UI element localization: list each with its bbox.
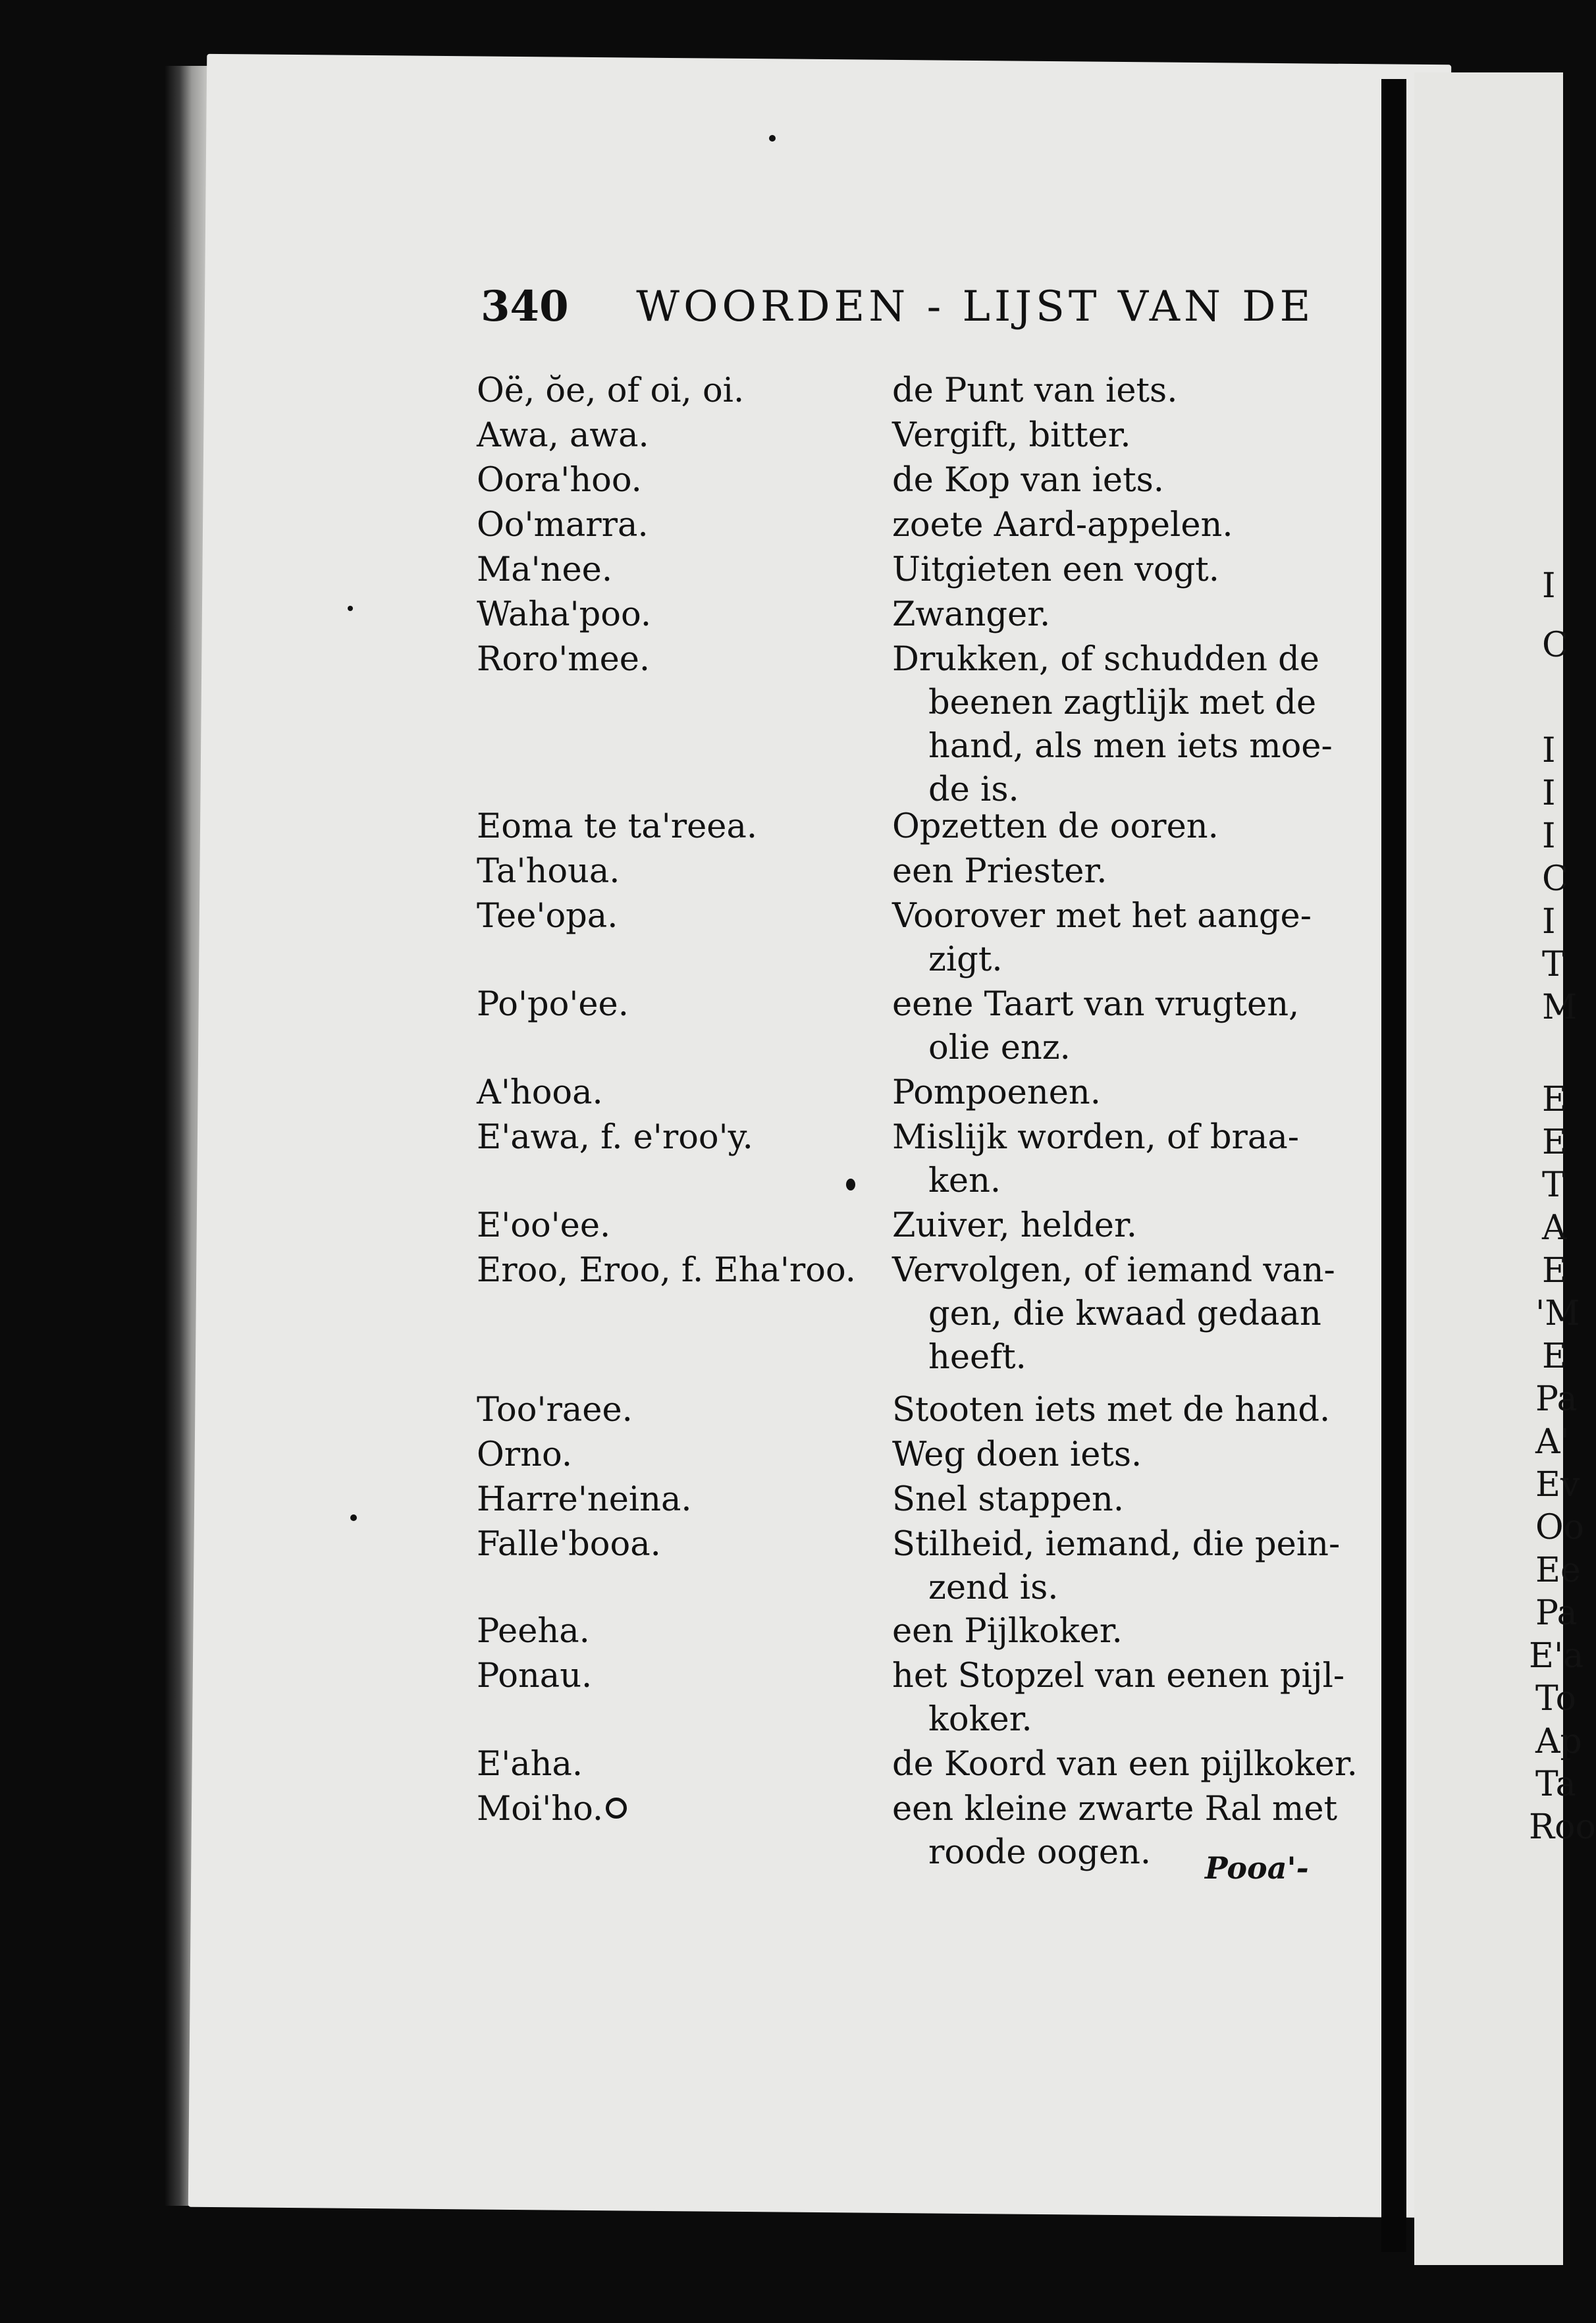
glossary-definition-line: Pompoenen. bbox=[892, 1073, 1101, 1112]
adjacent-page bbox=[1414, 72, 1563, 2265]
glossary-definition-line: Opzetten de ooren. bbox=[892, 807, 1219, 846]
adjacent-page-fragment: Oo bbox=[1535, 1508, 1584, 1547]
glossary-definition-line: heeft. bbox=[928, 1338, 1026, 1377]
glossary-definition-line: Zwanger. bbox=[892, 595, 1051, 634]
glossary-definition-line: roode oogen. bbox=[928, 1833, 1152, 1872]
adjacent-page-fragment: C bbox=[1542, 859, 1568, 899]
glossary-definition-line: de is. bbox=[928, 770, 1019, 809]
glossary-definition-line: hand, als men iets moe- bbox=[928, 727, 1333, 766]
glossary-headword: Too'raee. bbox=[477, 1391, 633, 1429]
glossary-definition-line: de Kop van iets. bbox=[892, 461, 1164, 500]
glossary-definition-line: olie enz. bbox=[928, 1028, 1071, 1067]
page-number: 340 bbox=[481, 282, 569, 331]
glossary-headword: Orno. bbox=[477, 1435, 573, 1474]
adjacent-page-fragment: Ev bbox=[1535, 1465, 1580, 1505]
glossary-definition-line: koker. bbox=[928, 1700, 1032, 1739]
adjacent-page-fragment: E bbox=[1542, 1123, 1567, 1162]
running-title: WOORDEN - LIJST VAN DE bbox=[636, 282, 1315, 331]
running-header bbox=[481, 282, 1314, 331]
glossary-headword: E'awa, f. e'roo'y. bbox=[477, 1118, 753, 1157]
glossary-definition-line: beenen zagtlijk met de bbox=[928, 683, 1317, 722]
adjacent-page-fragment: I bbox=[1542, 816, 1556, 856]
glossary-headword: Oo'marra. bbox=[477, 506, 649, 545]
adjacent-page-fragment: T bbox=[1542, 1165, 1565, 1205]
book-gutter bbox=[1381, 79, 1406, 2252]
adjacent-page-fragment: I bbox=[1542, 902, 1556, 942]
glossary-headword: Awa, awa. bbox=[477, 416, 649, 455]
glossary-definition-line: Stilheid, iemand, die pein- bbox=[892, 1525, 1341, 1564]
adjacent-page-fragment: I bbox=[1542, 774, 1556, 813]
adjacent-page-fragment: Pa bbox=[1535, 1379, 1578, 1419]
glossary-headword: Po'po'ee. bbox=[477, 985, 629, 1024]
adjacent-page-fragment: M bbox=[1542, 988, 1578, 1027]
glossary-definition-line: gen, die kwaad gedaan bbox=[928, 1295, 1321, 1333]
adjacent-page-fragment: Ee bbox=[1535, 1551, 1581, 1590]
adjacent-page-fragment: A' bbox=[1535, 1422, 1570, 1462]
ink-speck bbox=[348, 606, 353, 611]
glossary-headword: Peeha. bbox=[477, 1612, 590, 1651]
glossary-definition-line: Uitgieten een vogt. bbox=[892, 550, 1219, 589]
glossary-definition-line: de Koord van een pijlkoker. bbox=[892, 1745, 1358, 1784]
glossary-definition-line: een kleine zwarte Ral met bbox=[892, 1790, 1338, 1829]
ink-ring bbox=[606, 1798, 627, 1819]
adjacent-page-fragment: A bbox=[1542, 1208, 1567, 1248]
glossary-definition-line: Snel stappen. bbox=[892, 1480, 1125, 1519]
ink-speck bbox=[350, 1514, 357, 1521]
glossary-headword: Tee'opa. bbox=[477, 897, 618, 936]
adjacent-page-fragment: E'a bbox=[1529, 1636, 1584, 1676]
glossary-definition-line: Weg doen iets. bbox=[892, 1435, 1142, 1474]
glossary-definition-line: een Pijlkoker. bbox=[892, 1612, 1123, 1651]
glossary-headword: Harre'neina. bbox=[477, 1480, 692, 1519]
glossary-definition-line: zend is. bbox=[928, 1568, 1059, 1607]
catchword: Pooa'- bbox=[1205, 1850, 1309, 1886]
glossary-headword: A'hooa. bbox=[477, 1073, 603, 1112]
adjacent-page-fragment: E bbox=[1542, 1337, 1567, 1376]
adjacent-page-fragment: C bbox=[1542, 626, 1568, 665]
ink-speck bbox=[846, 1179, 855, 1190]
glossary-definition-line: het Stopzel van eenen pijl- bbox=[892, 1657, 1345, 1696]
glossary-headword: Oora'hoo. bbox=[477, 461, 642, 500]
adjacent-page-fragment: I bbox=[1542, 566, 1556, 606]
glossary-headword: Ponau. bbox=[477, 1657, 593, 1696]
adjacent-page-fragment: Ta bbox=[1535, 1765, 1576, 1804]
adjacent-page-fragment: T bbox=[1542, 945, 1565, 984]
glossary-definition-line: de Punt van iets. bbox=[892, 371, 1178, 410]
adjacent-page-fragment: 'M bbox=[1535, 1294, 1580, 1333]
glossary-headword: Ma'nee. bbox=[477, 550, 613, 589]
glossary-headword: E'aha. bbox=[477, 1745, 583, 1784]
glossary-headword: Eroo, Eroo, f. Eha'roo. bbox=[477, 1251, 856, 1290]
glossary-headword: Falle'booa. bbox=[477, 1525, 661, 1564]
glossary-definition-line: zigt. bbox=[928, 940, 1003, 979]
adjacent-page-fragment: I bbox=[1542, 731, 1556, 770]
glossary-definition-line: Mislijk worden, of braa- bbox=[892, 1118, 1299, 1157]
glossary-definition-line: Drukken, of schudden de bbox=[892, 640, 1319, 679]
glossary-headword: Oë, ŏe, of oi, oi. bbox=[477, 371, 745, 410]
glossary-definition-line: eene Taart van vrugten, bbox=[892, 985, 1300, 1024]
glossary-definition-line: zoete Aard-appelen. bbox=[892, 506, 1233, 545]
glossary-definition-line: Vervolgen, of iemand van- bbox=[892, 1251, 1335, 1290]
adjacent-page-fragment: Pa bbox=[1535, 1593, 1578, 1633]
glossary-definition-line: een Priester. bbox=[892, 852, 1107, 891]
glossary-headword: Eoma te ta'reea. bbox=[477, 807, 758, 846]
glossary-headword: Roro'mee. bbox=[477, 640, 651, 679]
glossary-headword: Waha'poo. bbox=[477, 595, 652, 634]
glossary-definition-line: Zuiver, helder. bbox=[892, 1206, 1137, 1245]
glossary-definition-line: ken. bbox=[928, 1162, 1001, 1200]
adjacent-page-fragment: E bbox=[1542, 1251, 1567, 1291]
glossary-definition-line: Voorover met het aange- bbox=[892, 897, 1312, 936]
ink-speck bbox=[769, 135, 776, 142]
adjacent-page-fragment: Roo bbox=[1529, 1807, 1596, 1847]
glossary-headword: E'oo'ee. bbox=[477, 1206, 611, 1245]
adjacent-page-fragment: Ap bbox=[1535, 1722, 1582, 1761]
glossary-definition-line: Vergift, bitter. bbox=[892, 416, 1131, 455]
adjacent-page-fragment: E bbox=[1542, 1080, 1567, 1119]
glossary-headword: Moi'ho. bbox=[477, 1790, 604, 1829]
adjacent-page-fragment: To bbox=[1535, 1679, 1576, 1719]
glossary-definition-line: Stooten iets met de hand. bbox=[892, 1391, 1331, 1429]
glossary-headword: Ta'houa. bbox=[477, 852, 620, 891]
